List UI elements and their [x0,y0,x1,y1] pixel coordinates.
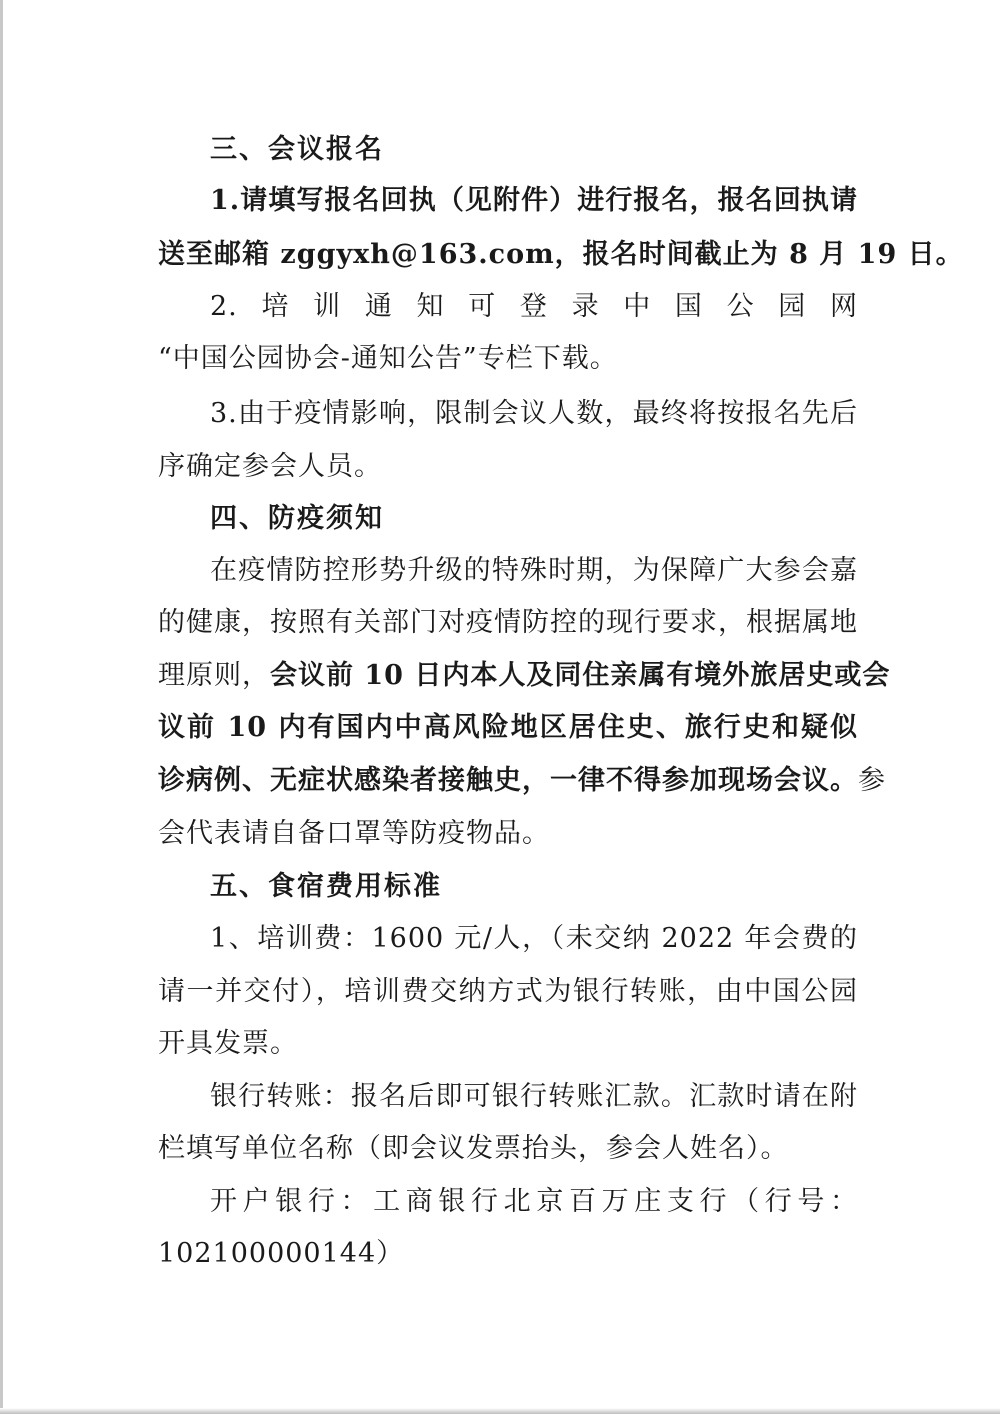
s4-line-3-plain: 理原则， [158,660,270,691]
s3-p3-line-1: 3.由于疫情影响，限制会议人数，最终将按报名先后 [210,398,858,429]
s4-line-5-bold: 诊病例、无症状感染者接触史，一律不得参加现场会议。 [158,765,858,796]
s5-account-line-2: 102100000144） [158,1238,405,1269]
s4-line-5 [158,764,886,798]
s5-account-line-1: 开户银行：工商银行北京百万庄支行（行号： [210,1186,858,1217]
s4-line-4: 议前 10 内有国内中高风险地区居住史、旅行史和疑似 [158,712,858,743]
s4-line-5-plain: 参 [858,765,886,796]
s4-line-6: 会代表请自备口罩等防疫物品。 [158,818,550,849]
s3-p1-line-2: 送至邮箱 zggyxh@163.com，报名时间截止为 8 月 19 日。 [158,239,964,270]
section-4-heading: 四、防疫须知 [210,503,384,534]
s5-bank-line-1: 银行转账：报名后即可银行转账汇款。汇款时请在附 [210,1081,858,1112]
s4-line-3 [158,659,891,693]
s4-line-3-bold: 会议前 10 日内本人及同住亲属有境外旅居史或会 [270,660,891,691]
s4-line-1: 在疫情防控形势升级的特殊时期，为保障广大参会嘉 [210,555,858,586]
s4-line-2: 的健康，按照有关部门对疫情防控的现行要求，根据属地 [158,607,858,638]
s5-bank-line-2: 栏填写单位名称（即会议发票抬头，参会人姓名）。 [158,1133,789,1164]
s5-fee-line-1: 1、培训费：1600 元/人，（未交纳 2022 年会费的 [210,923,858,954]
section-5-heading: 五、食宿费用标准 [210,871,442,902]
s5-fee-line-3: 开具发票。 [158,1028,298,1059]
scan-left-edge [0,0,3,1414]
s3-p2-line-1: 2.培训通知可登录中国公园网 [210,291,858,322]
s3-p2-line-2: “中国公园协会-通知公告”专栏下载。 [158,343,618,374]
s5-fee-line-2: 请一并交付），培训费交纳方式为银行转账，由中国公园 [158,976,858,1007]
s3-p1-line-1: 1.请填写报名回执（见附件）进行报名，报名回执请 [210,185,858,216]
s3-p3-line-2: 序确定参会人员。 [158,451,382,482]
scan-bottom-edge [0,1408,1000,1414]
section-3-heading: 三、会议报名 [210,134,384,165]
